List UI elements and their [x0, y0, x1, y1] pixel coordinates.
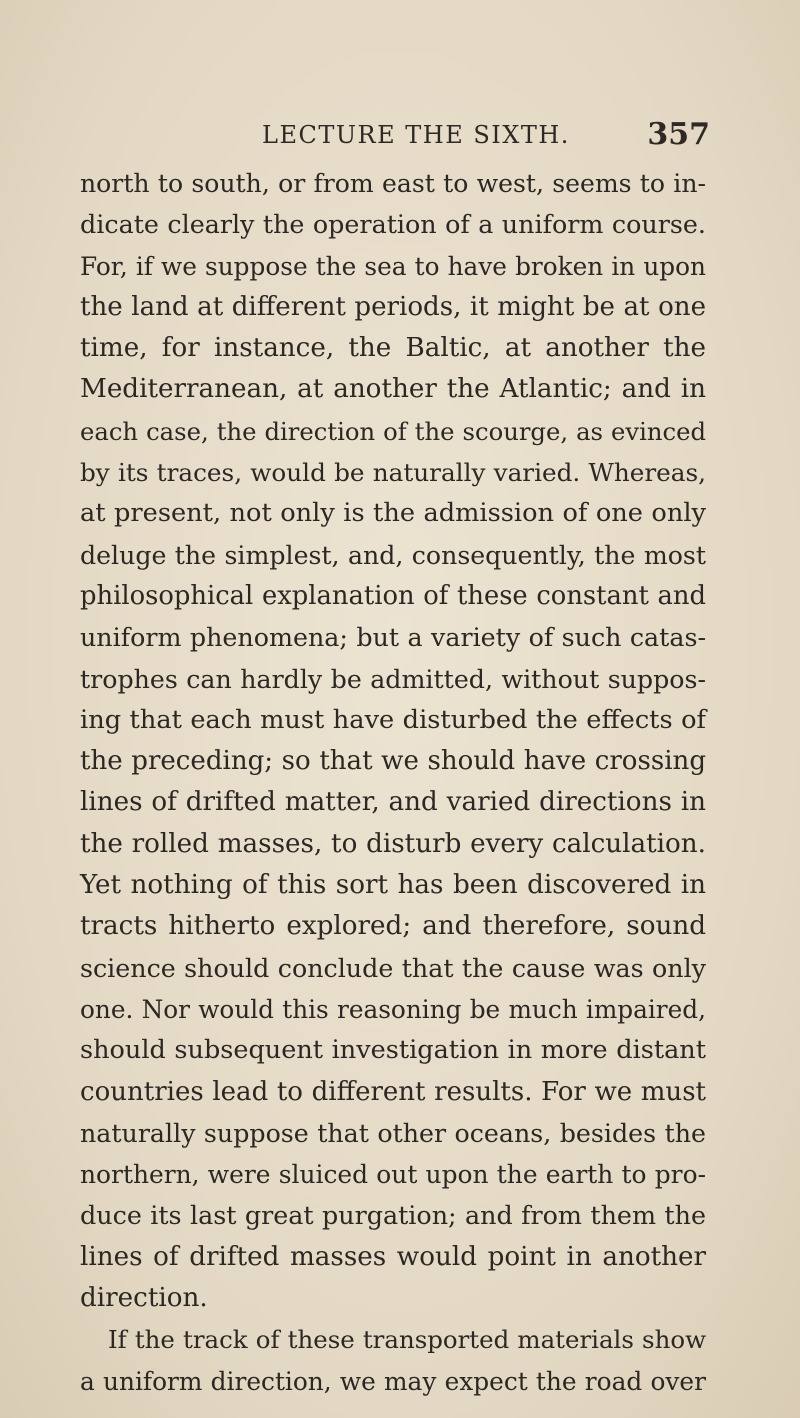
text-line: direction.: [80, 1283, 208, 1314]
text-line: northern, were sluiced out upon the earth to pro-: [80, 1160, 706, 1190]
text-line: each case, the direction of the scourge, as evinced: [80, 416, 706, 446]
text-line: one. Nor would this reasoning be much impaired,: [80, 994, 706, 1024]
body-text: [80, 163, 706, 1402]
text-line: deluge the simplest, and, consequently, the most: [80, 540, 706, 570]
running-head-title: LECTURE THE SIXTH.: [262, 121, 570, 149]
text-line: science should conclude that the cause was only: [80, 952, 706, 983]
text-line: duce its last great purgation; and from them the: [80, 1200, 706, 1231]
text-line: If the track of these transported materials show: [108, 1325, 706, 1355]
running-head: [262, 115, 710, 155]
paragraph-1: [80, 163, 706, 1319]
text-line: uniform phenomena; but a variety of such catas-: [80, 622, 706, 653]
text-line: should subsequent investigation in more distant: [80, 1035, 706, 1066]
text-line: countries lead to different results. For we must: [80, 1076, 706, 1107]
text-line: ing that each must have disturbed the effects of: [80, 704, 706, 735]
text-line: lines of drifted matter, and varied directions in: [80, 787, 706, 818]
text-line: lines of drifted masses would point in another: [80, 1241, 706, 1272]
text-line: dicate clearly the operation of a uniform course.: [80, 209, 706, 240]
text-line: north to south, or from east to west, seems to in-: [80, 169, 706, 198]
text-line: the land at different periods, it might be at one: [80, 291, 706, 322]
text-line: time, for instance, the Baltic, at another the: [80, 333, 706, 364]
text-line: a uniform direction, we may expect the road over: [80, 1366, 706, 1396]
paragraph-2: [80, 1319, 706, 1402]
text-line: philosophical explanation of these constant and: [80, 580, 706, 611]
text-line: at present, not only is the admission of one only: [80, 498, 706, 529]
text-line: naturally suppose that other oceans, besides the: [80, 1118, 706, 1148]
text-line: For, if we suppose the sea to have broken in upon: [80, 251, 706, 281]
text-line: by its traces, would be naturally varied. Whereas,: [80, 458, 706, 488]
text-line: Mediterranean, at another the Atlantic; and in: [80, 374, 706, 405]
text-line: tracts hitherto explored; and therefore, sound: [80, 911, 706, 942]
text-line: trophes can hardly be admitted, without suppos-: [80, 664, 706, 694]
text-line: the rolled masses, to disturb every calculation.: [80, 828, 706, 859]
text-line: Yet nothing of this sort has been discovered in: [80, 870, 706, 901]
page-number: 357: [647, 117, 710, 152]
text-line: the preceding; so that we should have crossing: [80, 746, 706, 777]
